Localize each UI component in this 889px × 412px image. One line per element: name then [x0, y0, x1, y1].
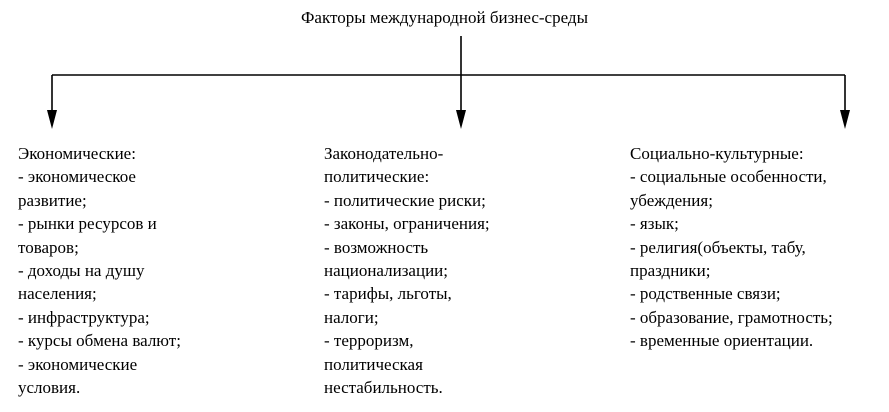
social-line: - образование, грамотность; — [630, 307, 833, 327]
social-heading: Социально-культурные: — [630, 144, 804, 163]
political-line: - терроризм, — [324, 331, 414, 351]
economic-heading: Экономические: — [18, 144, 136, 163]
political-line: - возможность — [324, 237, 429, 257]
political-line: политическая — [324, 354, 423, 374]
social-line: - религия(объекты, табу, — [630, 237, 806, 257]
arrow-left-head — [47, 110, 57, 129]
economic-line: - экономические — [18, 354, 138, 374]
arrow-center-head — [456, 110, 466, 129]
economic-line: развитие; — [18, 190, 87, 210]
political-line: - политические риски; — [324, 190, 486, 210]
social-line: - временные ориентации. — [630, 331, 814, 351]
social-line: - язык; — [630, 214, 679, 234]
arrow-right-head — [840, 110, 850, 129]
economic-line: - доходы на душу — [18, 261, 145, 281]
political-line: нестабильность. — [324, 378, 443, 398]
economic-line: товаров; — [18, 237, 79, 257]
social-line: - социальные особенности, — [630, 167, 827, 187]
economic-factors-column — [18, 142, 181, 399]
economic-line: условия. — [18, 378, 81, 398]
political-line: - законы, ограничения; — [324, 214, 490, 234]
political-line: налоги; — [324, 307, 379, 327]
political-heading: политические: — [324, 167, 430, 187]
social-line: - родственные связи; — [630, 284, 781, 304]
economic-line: - инфраструктура; — [18, 307, 150, 327]
economic-line: - экономическое — [18, 167, 136, 187]
economic-line: - курсы обмена валют; — [18, 331, 181, 351]
social-line: праздники; — [630, 261, 711, 281]
political-line: национализации; — [324, 261, 448, 281]
economic-line: населения; — [18, 284, 97, 304]
political-line: - тарифы, льготы, — [324, 284, 452, 304]
social-line: убеждения; — [630, 190, 713, 210]
political-factors-column — [324, 142, 490, 399]
political-heading: Законодательно- — [324, 144, 444, 163]
economic-line: - рынки ресурсов и — [18, 214, 157, 234]
social-cultural-factors-column — [630, 142, 833, 353]
diagram-title: Факторы международной бизнес-среды — [300, 8, 588, 27]
